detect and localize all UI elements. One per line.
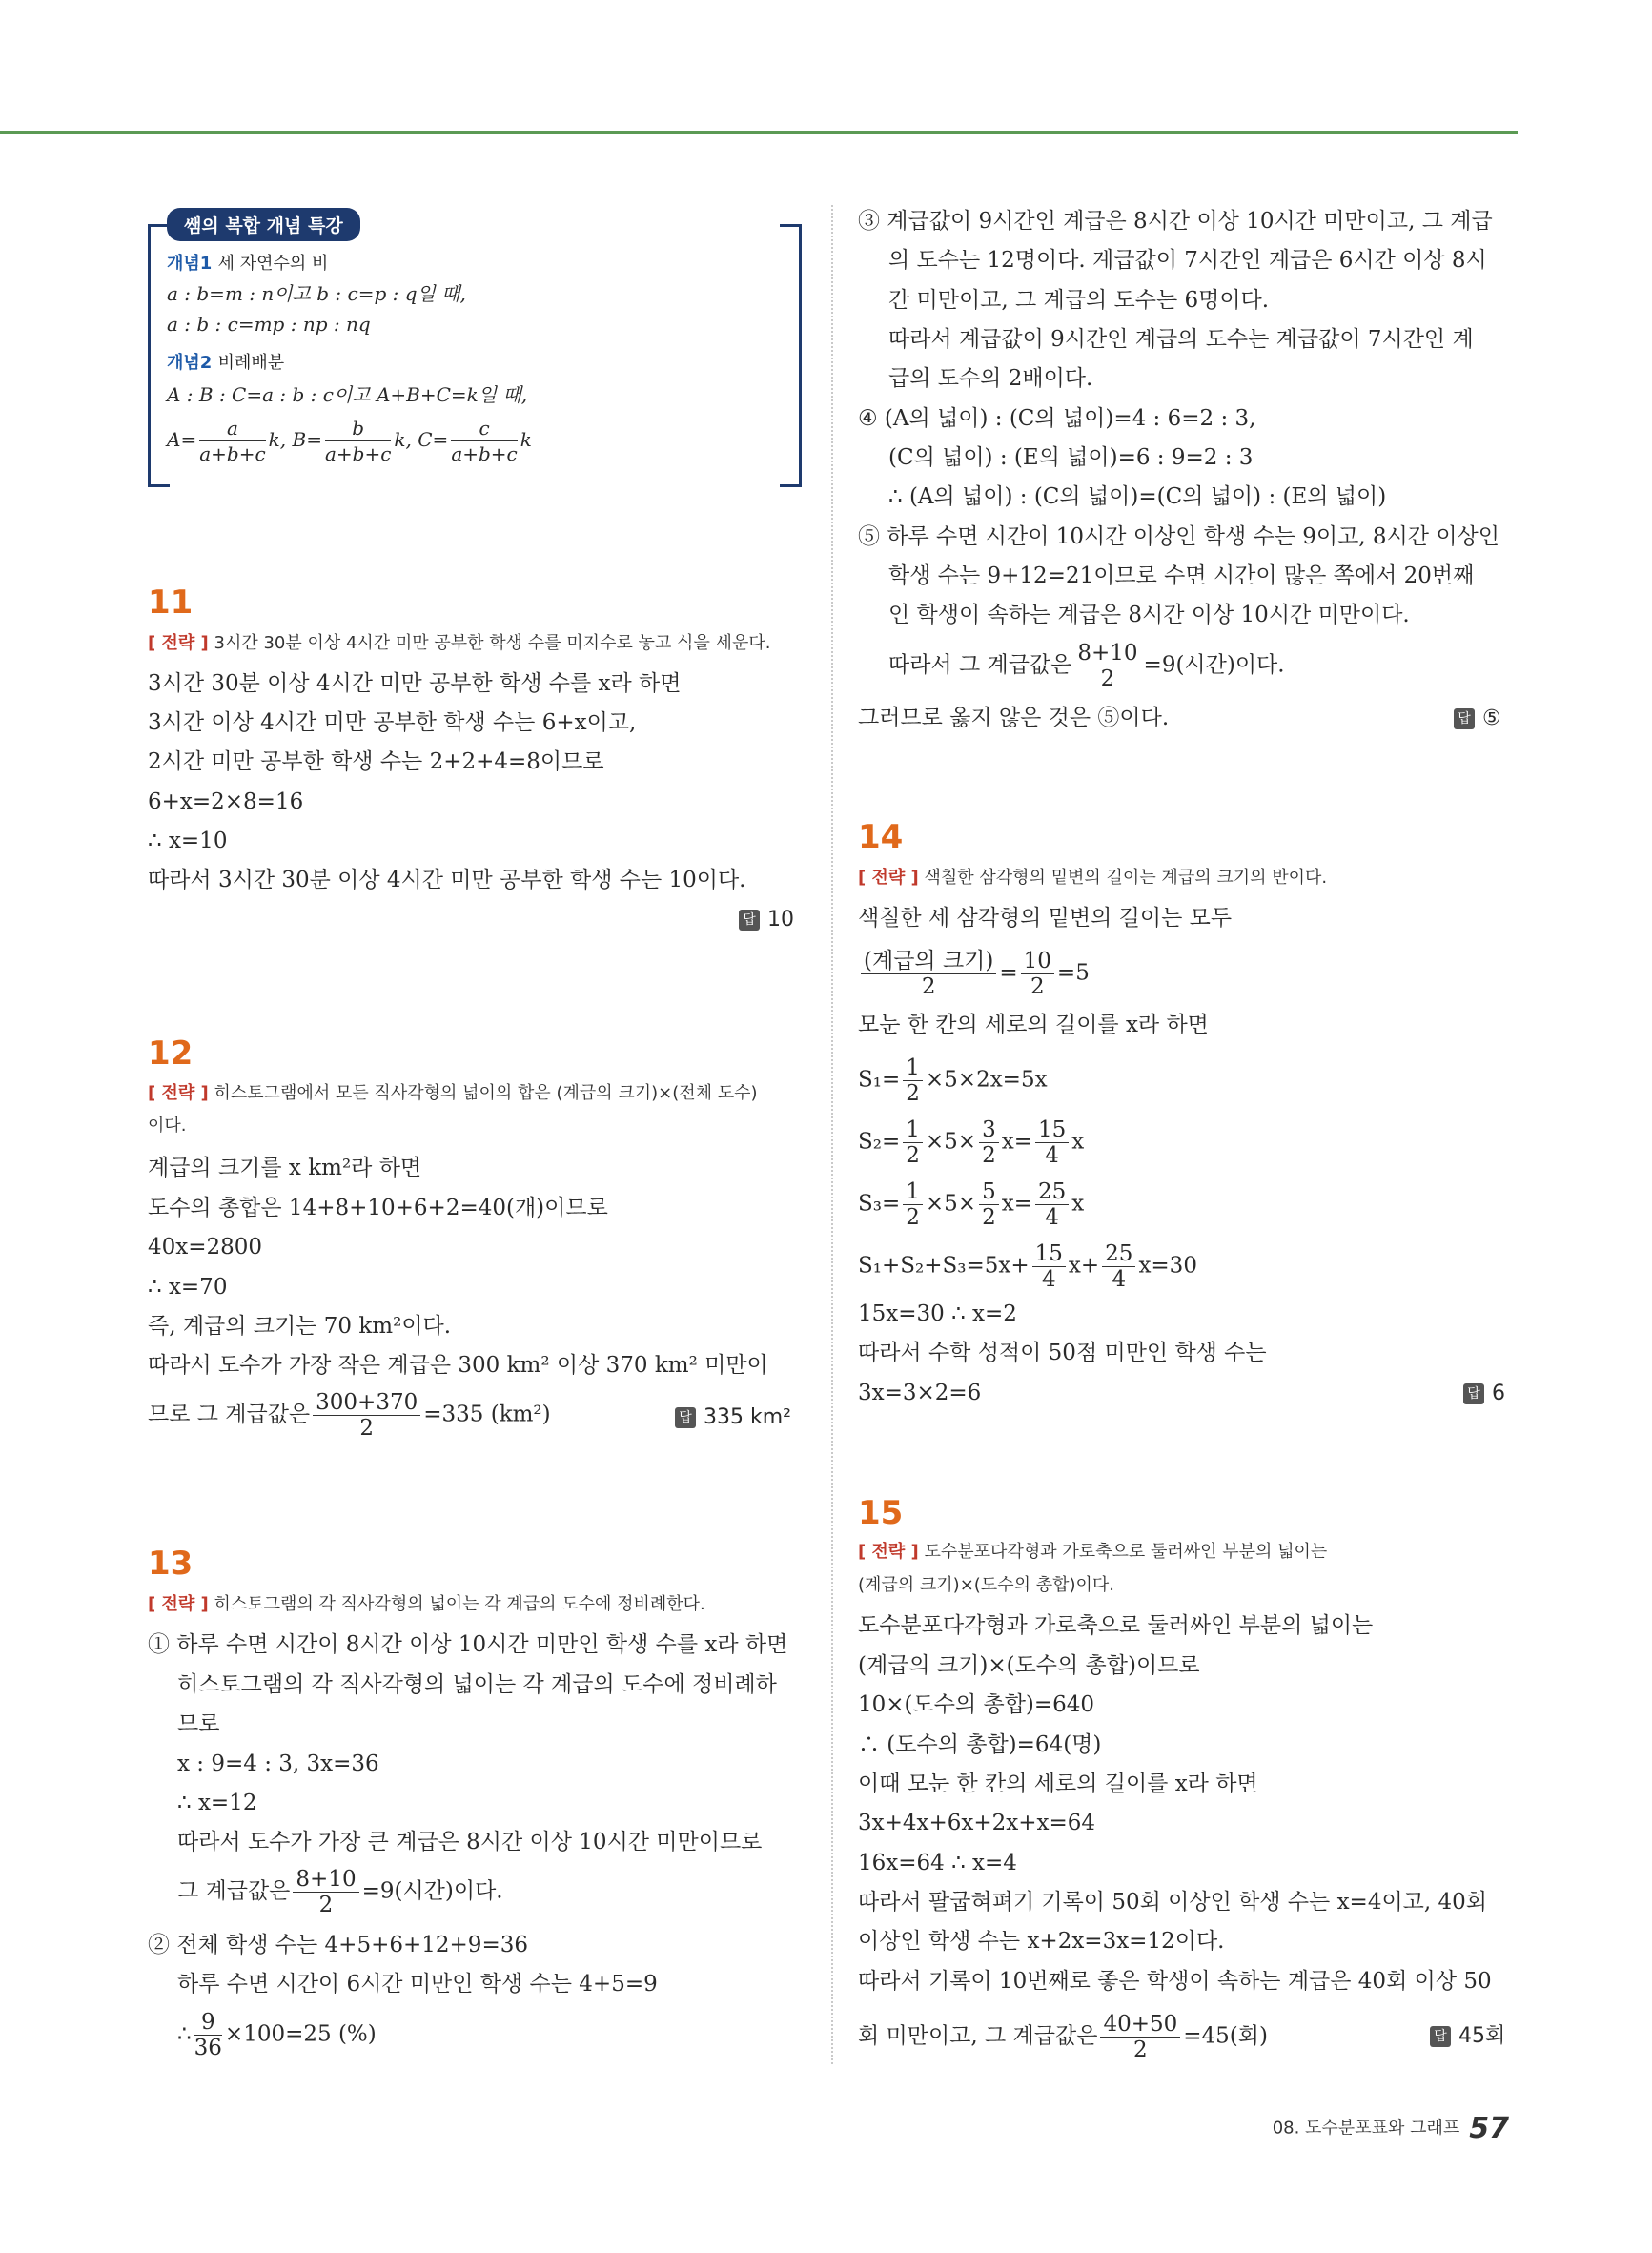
problem-13-strategy: [ 전략 ] 히스토그램의 각 직사각형의 넓이는 각 계급의 도수에 정비례한다. — [148, 1594, 705, 1614]
p12-line: ∴ x=70 — [148, 1275, 228, 1300]
page-number: 57 — [1469, 2112, 1509, 2145]
p12-line: 따라서 도수가 가장 작은 계급은 300 km² 이상 370 km² 미만이 — [148, 1353, 768, 1378]
concept1-heading: 개념1 세 자연수의 비 — [167, 254, 329, 274]
p13-line: 의 도수는 12명이다. 계급값이 7시간인 계급은 6시간 이상 8시 — [888, 248, 1487, 273]
problem-11-strategy: [ 전략 ] 3시간 30분 이상 4시간 미만 공부한 학생 수를 미지수로 놓고 식을 세운다. — [148, 633, 771, 653]
p15-line: 16x=64 ∴ x=4 — [858, 1851, 1017, 1875]
p12-line: 즉, 계급의 크기는 70 km²이다. — [148, 1314, 452, 1339]
concept2-heading: 개념2 비례배분 — [167, 353, 285, 373]
problem-13-number: 13 — [148, 1545, 194, 1583]
concept1-line2: a : b : c=mp : np : nq — [167, 313, 371, 336]
chapter-title: 08. 도수분포표와 그래프 — [1272, 2118, 1460, 2139]
p14-s2: S₂= $\frac{1}{2}$ ×5× $\frac{3}{2}$ x= $\frac{15}{4}$ x — [858, 1117, 1085, 1168]
p15-line: (계급의 크기)×(도수의 총합)이므로 — [858, 1653, 1200, 1678]
problem-12-strategy-cont: 이다. — [148, 1116, 187, 1136]
top-rule — [0, 131, 1518, 134]
p15-line-fraction: 회 미만이고, 그 계급값은 $\frac{40+50}{2}$ =45(회) — [858, 2012, 1268, 2062]
answer-mark-icon: 답 — [739, 910, 760, 931]
p15-answer: 답 45회 — [1430, 2019, 1505, 2049]
p13-line-fraction: 따라서 그 계급값은 $\frac{8+10}{2}$ =9(시간)이다. — [888, 641, 1285, 691]
p13-line: 따라서 도수가 가장 큰 계급은 8시간 이상 10시간 미만이므로 — [177, 1830, 763, 1854]
p14-line: 따라서 수학 성적이 50점 미만인 학생 수는 — [858, 1341, 1267, 1365]
p14-line: 색칠한 세 삼각형의 밑변의 길이는 모두 — [858, 906, 1233, 931]
p11-line: ∴ x=10 — [148, 829, 228, 853]
p13-line: ∴ x=12 — [177, 1791, 257, 1815]
p12-answer: 답 335 km² — [675, 1405, 791, 1429]
p11-line: 3시간 30분 이상 4시간 미만 공부한 학생 수를 x라 하면 — [148, 671, 682, 696]
problem-11-number: 11 — [148, 584, 194, 622]
p12-line: 도수의 총합은 14+8+10+6+2=40(개)이므로 — [148, 1196, 608, 1220]
answer-mark-icon: 답 — [1454, 708, 1475, 729]
p12-line: 40x=2800 — [148, 1235, 263, 1260]
p11-answer: 답 10 — [739, 908, 794, 932]
p13-line: ∴ (A의 넓이) : (C의 넓이)=(C의 넓이) : (E의 넓이) — [888, 484, 1387, 509]
p13-line: ② 전체 학생 수는 4+5+6+12+9=36 — [148, 1933, 528, 1957]
p13-answer: 답 ⑤ — [1454, 707, 1501, 730]
p15-line: 이때 모눈 한 칸의 세로의 길이를 x라 하면 — [858, 1772, 1258, 1796]
p15-line: 3x+4x+6x+2x+x=64 — [858, 1811, 1096, 1835]
p13-line: 히스토그램의 각 직사각형의 넓이는 각 계급의 도수에 정비례하 — [177, 1672, 777, 1697]
p13-line: 인 학생이 속하는 계급은 8시간 이상 10시간 미만이다. — [888, 603, 1410, 627]
answer-mark-icon: 답 — [675, 1407, 696, 1428]
p12-line: 계급의 크기를 x km²라 하면 — [148, 1156, 422, 1180]
p14-line: 15x=30 ∴ x=2 — [858, 1301, 1017, 1326]
p13-line: 따라서 계급값이 9시간인 계급의 도수는 계급값이 7시간인 계 — [888, 327, 1474, 352]
p13-line-fraction: ∴ $\frac{9}{36}$ ×100=25 (%) — [177, 2010, 377, 2060]
p11-line: 따라서 3시간 30분 이상 4시간 미만 공부한 학생 수는 10이다. — [148, 868, 746, 892]
p13-line: 하루 수면 시간이 6시간 미만인 학생 수는 4+5=9 — [177, 1972, 658, 1997]
answer-mark-icon: 답 — [1463, 1383, 1484, 1404]
p13-line: 급의 도수의 2배이다. — [888, 366, 1093, 391]
p13-line: ③ 계급값이 9시간인 계급은 8시간 이상 10시간 미만이고, 그 계급 — [858, 209, 1493, 234]
p14-line: 3x=3×2=6 — [858, 1381, 982, 1405]
problem-12-strategy: [ 전략 ] 히스토그램에서 모든 직사각형의 넓이의 합은 (계급의 크기)×(전체 도수) — [148, 1083, 758, 1103]
concept1-line1: a : b=m : n이고 b : c=p : q일 때, — [167, 282, 466, 305]
concept2-line1: A : B : C=a : b : c이고 A+B+C=k일 때, — [167, 383, 528, 406]
problem-15-number: 15 — [858, 1494, 904, 1532]
p11-line: 3시간 이상 4시간 미만 공부한 학생 수는 6+x이고, — [148, 710, 637, 735]
page-footer — [1273, 2112, 1509, 2145]
answer-mark-icon: 답 — [1430, 2026, 1451, 2047]
p14-s1: S₁= $\frac{1}{2}$ ×5×2x=5x — [858, 1055, 1048, 1106]
concept-box-title: 쌤의 복합 개념 특강 — [167, 208, 360, 241]
p15-line: 도수분포다각형과 가로축으로 둘러싸인 부분의 넓이는 — [858, 1613, 1374, 1638]
problem-14-strategy: [ 전략 ] 색칠한 삼각형의 밑변의 길이는 계급의 크기의 반이다. — [858, 868, 1328, 888]
p14-line: 모눈 한 칸의 세로의 길이를 x라 하면 — [858, 1013, 1209, 1037]
problem-14-number: 14 — [858, 818, 904, 856]
p13-line: 그러므로 옳지 않은 것은 ⑤이다. — [858, 706, 1170, 730]
p15-line: 따라서 기록이 10번째로 좋은 학생이 속하는 계급은 40회 이상 50 — [858, 1969, 1492, 1994]
p14-answer: 답 6 — [1463, 1382, 1505, 1405]
p12-line-fraction: 므로 그 계급값은 $\frac{300+370}{2}$ =335 (km²) — [148, 1390, 551, 1441]
p13-line: (C의 넓이) : (E의 넓이)=6 : 9=2 : 3 — [888, 445, 1254, 470]
p11-line: 2시간 미만 공부한 학생 수는 2+2+4=8이므로 — [148, 749, 604, 774]
p13-line: ④ (A의 넓이) : (C의 넓이)=4 : 6=2 : 3, — [858, 406, 1256, 431]
p11-line: 6+x=2×8=16 — [148, 789, 304, 814]
p14-s3: S₃= $\frac{1}{2}$ ×5× $\frac{5}{2}$ x= $\frac{25}{4}$ x — [858, 1179, 1085, 1230]
concept2-formula: A= $\frac{a}{a+b+c}$ k, B= $\frac{b}{a+b+c}$ k, C= $\frac{c}{a+b+c}$ k — [167, 417, 532, 465]
p15-line: 10×(도수의 총합)=640 — [858, 1692, 1095, 1717]
p13-line: ① 하루 수면 시간이 8시간 이상 10시간 미만인 학생 수를 x라 하면 — [148, 1632, 788, 1657]
p14-line-fraction: $\frac{\text{(계급의 크기)}}{2}$ = $\frac{10}{2}$ =5 — [858, 949, 1090, 999]
p15-line: 이상인 학생 수는 x+2x=3x=12이다. — [858, 1929, 1225, 1954]
p13-line: 간 미만이고, 그 계급의 도수는 6명이다. — [888, 288, 1270, 313]
p13-line: 학생 수는 9+12=21이므로 수면 시간이 많은 쪽에서 20번째 — [888, 563, 1475, 588]
p15-line: ∴ (도수의 총합)=64(명) — [858, 1732, 1102, 1757]
column-divider — [831, 205, 833, 2064]
p13-line: x : 9=4 : 3, 3x=36 — [177, 1751, 379, 1776]
p13-line: ⑤ 하루 수면 시간이 10시간 이상인 학생 수는 9이고, 8시간 이상인 — [858, 524, 1499, 549]
p14-s4: S₁+S₂+S₃=5x+ $\frac{15}{4}$ x+ $\frac{25}{4}$ x=30 — [858, 1241, 1197, 1292]
problem-15-strategy-cont: (계급의 크기)×(도수의 총합)이다. — [858, 1575, 1114, 1595]
problem-15-strategy: [ 전략 ] 도수분포다각형과 가로축으로 둘러싸인 부분의 넓이는 — [858, 1542, 1328, 1562]
problem-12-number: 12 — [148, 1034, 194, 1073]
p13-line: 므로 — [177, 1711, 220, 1736]
p13-line-fraction: 그 계급값은 $\frac{8+10}{2}$ =9(시간)이다. — [177, 1867, 503, 1917]
p15-line: 따라서 팔굽혀펴기 기록이 50회 이상인 학생 수는 x=4이고, 40회 — [858, 1890, 1488, 1915]
